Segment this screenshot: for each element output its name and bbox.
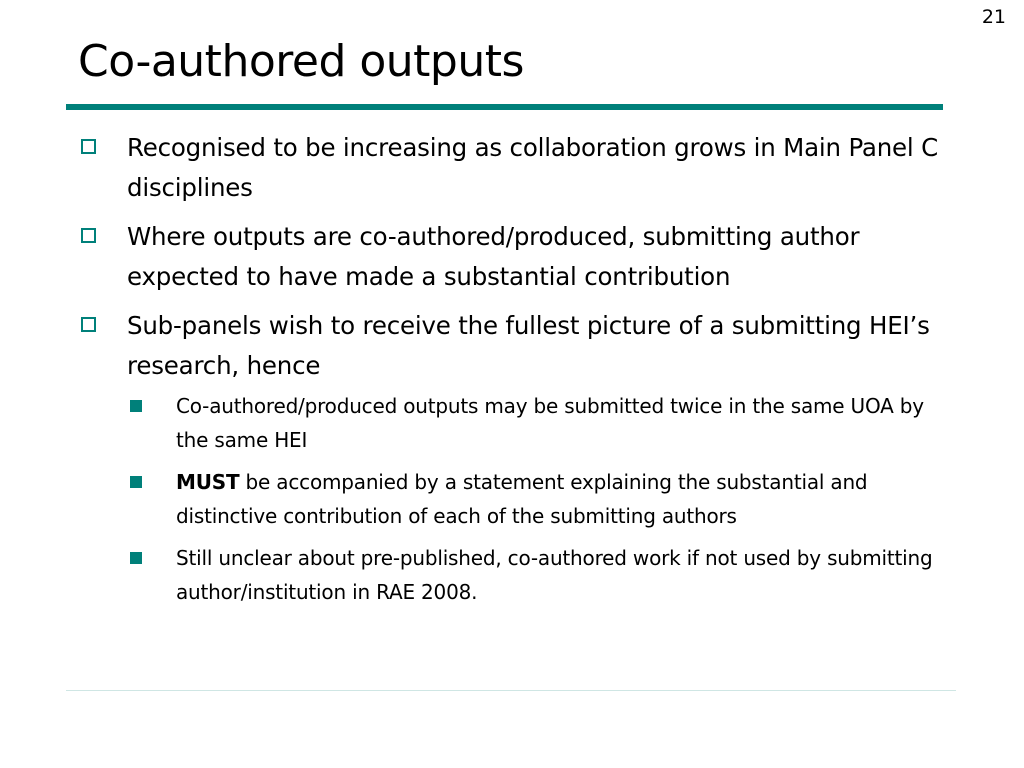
sub-bullet-item <box>128 541 958 609</box>
title-underline <box>66 104 943 110</box>
slide-title: Co-authored outputs <box>78 36 524 87</box>
filled-square-icon <box>130 552 142 564</box>
sub-bullet-item <box>128 389 958 457</box>
hollow-square-icon <box>81 139 96 154</box>
bullet-text: Sub-panels wish to receive the fullest picture of a submitting HEI’s research, hence <box>127 311 930 380</box>
sub-bullet-text: Still unclear about pre-published, co-authored work if not used by submitting author/institution in RAE 2008. <box>176 546 933 604</box>
footer-divider <box>66 690 956 691</box>
filled-square-icon <box>130 476 142 488</box>
sub-bullet-list <box>78 389 958 609</box>
filled-square-icon <box>130 400 142 412</box>
bullet-text: Where outputs are co-authored/produced, submitting author expected to have made a substantial contribution <box>127 222 860 291</box>
hollow-square-icon <box>81 317 96 332</box>
bullet-item <box>78 306 958 386</box>
sub-bullet-text: Co-authored/produced outputs may be submitted twice in the same UOA by the same HEI <box>176 394 924 452</box>
sub-bullet-text: be accompanied by a statement explaining the substantial and distinctive contribution of each of the submitting authors <box>176 470 868 528</box>
bullet-list <box>78 128 958 617</box>
emphasis-text: MUST <box>176 470 240 494</box>
sub-bullet-item <box>128 465 958 533</box>
bullet-text: Recognised to be increasing as collaboration grows in Main Panel C disciplines <box>127 133 939 202</box>
hollow-square-icon <box>81 228 96 243</box>
bullet-item <box>78 128 958 208</box>
bullet-item <box>78 217 958 297</box>
slide-number: 21 <box>981 6 1006 28</box>
